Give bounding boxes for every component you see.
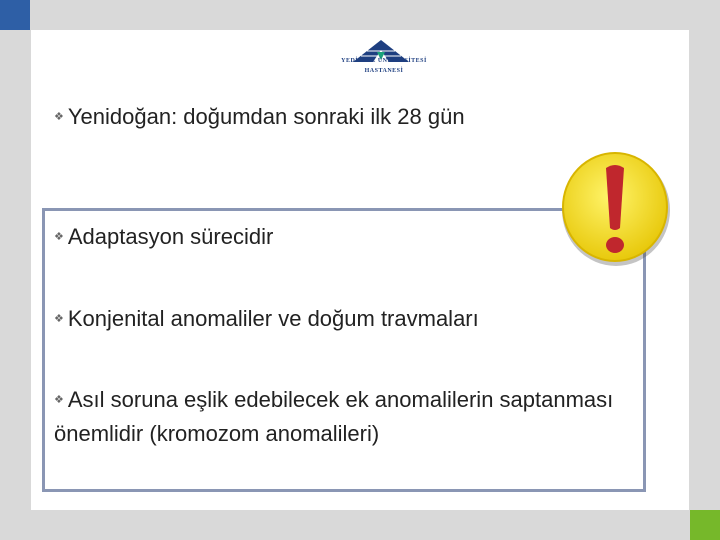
- bullet-item-1: [54, 224, 273, 250]
- hospital-logo-icon: [331, 38, 431, 90]
- bullet-text: Konjenital anomaliler ve doğum travmaları: [67, 306, 479, 331]
- bullet-text: Adaptasyon sürecidir: [67, 224, 274, 249]
- bullet-item-3: [54, 385, 674, 449]
- slide: [31, 30, 689, 510]
- logo-text-line1: YEDİTEPE ÜNİVERSİTESİ: [341, 58, 427, 64]
- logo-text-line2: HASTANESİ: [364, 68, 404, 74]
- bullet-marker-icon: ❖: [54, 394, 64, 406]
- bullet-text: Asıl soruna eşlik edebilecek ek anomalilerin saptanması önemlidir (kromozom anomalileri): [54, 387, 614, 446]
- bullet-item-2: [54, 306, 479, 332]
- corner-accent-blue: [0, 0, 30, 30]
- bullet-marker-icon: ❖: [54, 313, 64, 325]
- bullet-text: Yenidoğan: doğumdan sonraki ilk 28 gün: [67, 104, 465, 129]
- content-box: [42, 208, 646, 492]
- corner-accent-green: [690, 510, 720, 540]
- exclamation-warning-icon: [560, 150, 672, 268]
- bullet-marker-icon: ❖: [54, 111, 64, 123]
- bullet-item-top: [54, 104, 465, 130]
- bullet-marker-icon: ❖: [54, 231, 64, 243]
